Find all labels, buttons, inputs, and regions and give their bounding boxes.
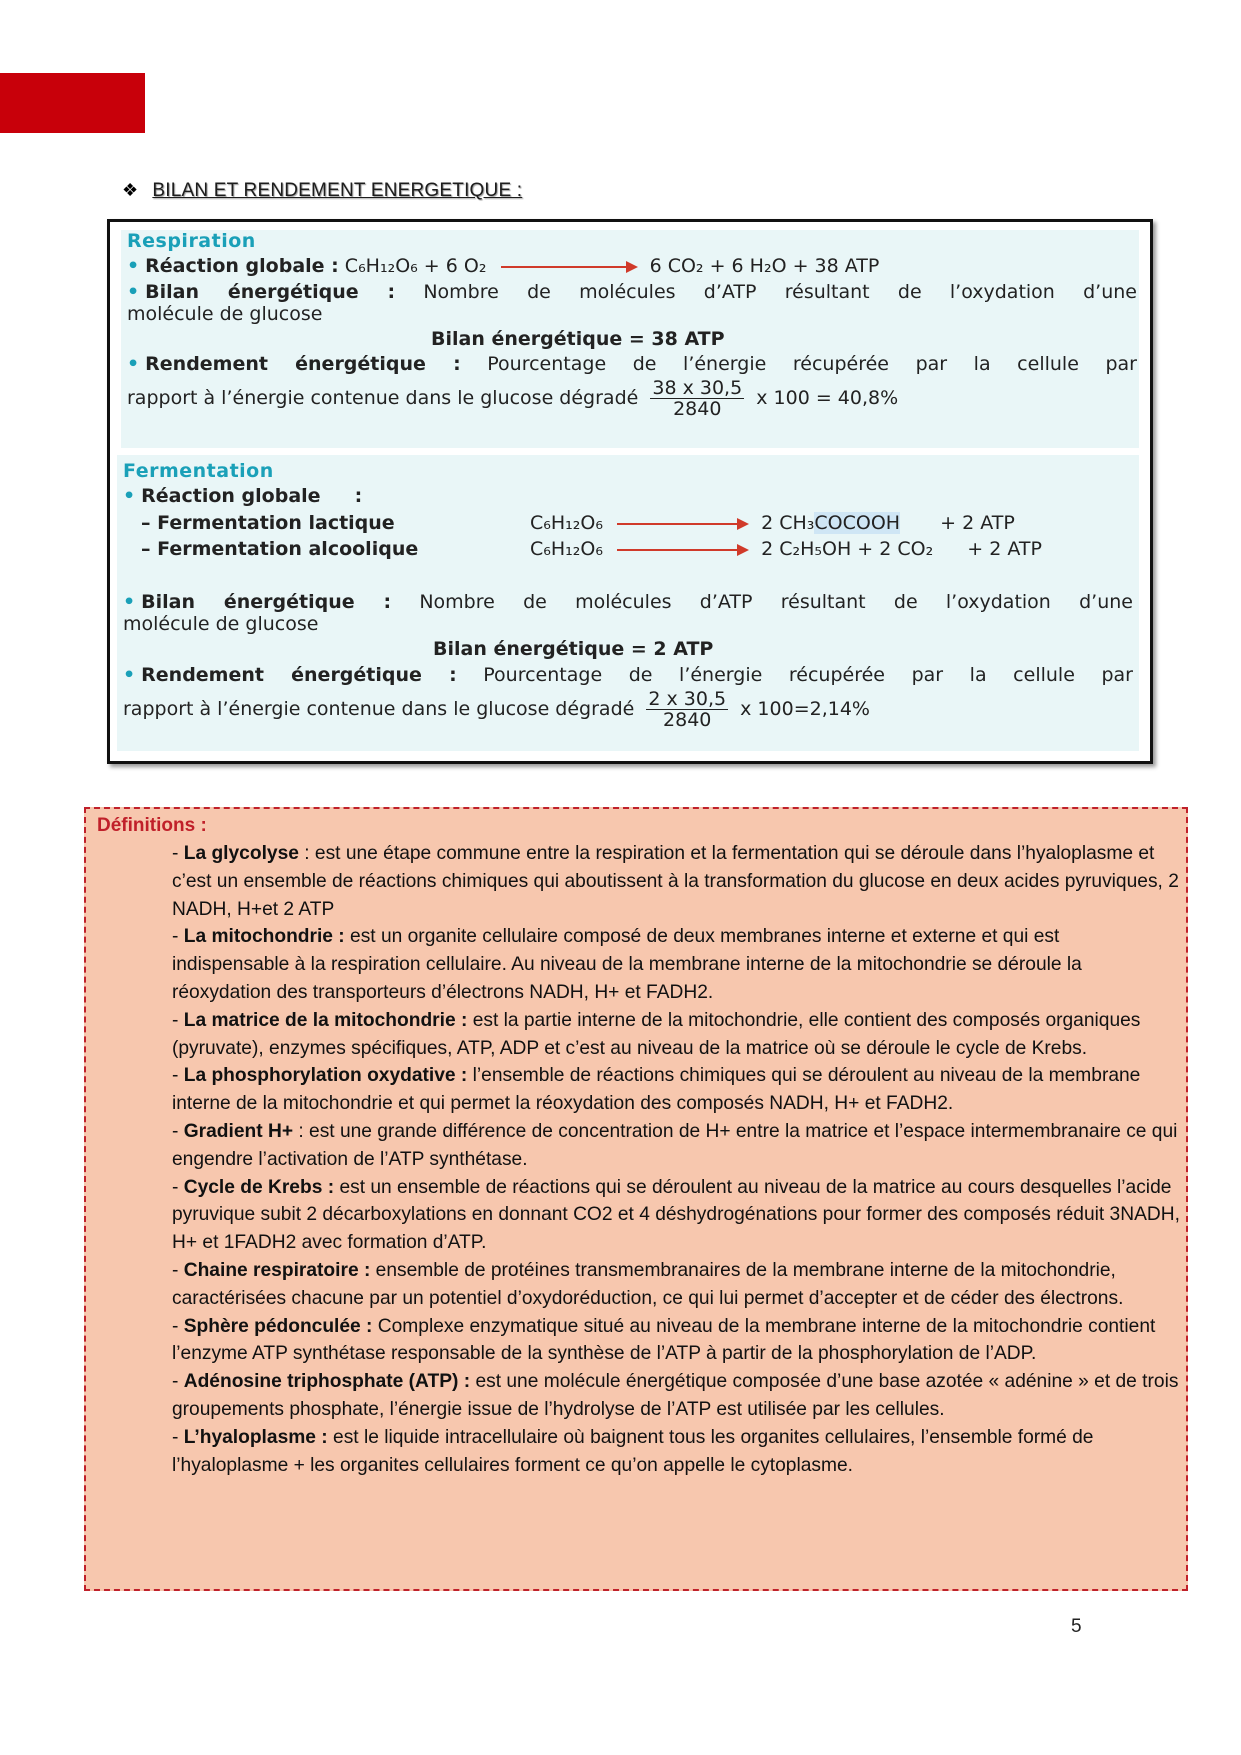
reaction-arrow-icon — [501, 266, 636, 268]
respiration-reaction — [127, 255, 879, 277]
page-number: 5 — [1071, 1616, 1082, 1637]
definitions-title: Définitions : — [97, 815, 207, 836]
rendement-result: x 100 = 40,8% — [756, 387, 899, 409]
respiration-bilan-def-2: molécule de glucose — [127, 303, 323, 325]
fermentation-heading: Fermentation — [123, 460, 274, 482]
definition-term: La phosphorylation oxydative : — [183, 1065, 468, 1087]
fraction-numerator: 38 x 30,5 — [652, 377, 743, 399]
bilan-label: Bilan énergétique : — [141, 591, 392, 613]
rendement-text-2: rapport à l’énergie contenue dans le glucose dégradé — [123, 698, 635, 720]
section-title — [122, 180, 522, 202]
fraction-denominator: 2840 — [673, 398, 722, 420]
fermentation-rendement-def — [123, 664, 1133, 686]
fermentation-bilan-result: Bilan énergétique = 2 ATP — [433, 638, 714, 660]
fermentation-bilan-def — [123, 591, 1133, 613]
reaction-arrow-icon — [617, 549, 747, 551]
definition-text: est un ensemble de réactions qui se déroulent au niveau de la matrice au cours desquelles l’acide pyruvique subit 2 décarboxylations en donnant CO2 et 4 déshydrogénations pour former des composés réduit 3NADH, H+ et 1FADH2 avec formation d’ATP. — [172, 1176, 1180, 1254]
definition-item: - Sphère pédonculée : Complexe enzymatique situé au niveau de la membrane interne de la mitochondrie contient l’enzyme ATP synthétase responsable de la synthèse de l’ATP à partir de la phosphorylation de l’ADP. — [172, 1315, 1156, 1365]
alcoolique-label: – Fermentation alcoolique — [141, 538, 419, 560]
definition-item: - L’hyaloplasme : est le liquide intracellulaire où baignent tous les organites cellulaires, l’ensemble formé de l’hyaloplasme + les organites cellulaires forment ce qu’on appelle le cytoplasme. — [172, 1426, 1094, 1476]
definition-item: - Chaine respiratoire : ensemble de protéines transmembranaires de la membrane interne de la mitochondrie, caractérisées chacune par un potentiel d’oxydoréduction, ce qui lui permet d’accepter et de céder des électrons. — [172, 1259, 1124, 1309]
rendement-text: Pourcentage de l’énergie récupérée par la cellule par — [483, 664, 1133, 686]
bullet-icon: • — [123, 591, 136, 613]
bilan-text: Nombre de molécules d’ATP résultant de l’oxydation d’une — [419, 591, 1133, 613]
definition-text: ensemble de protéines transmembranaires de la membrane interne de la mitochondrie, caractérisées chacune par un potentiel d’oxydoréduction, ce qui lui permet d’accepter et de céder des électrons. — [172, 1259, 1124, 1309]
definition-text: est une molécule énergétique composée d’une base azotée « adénine » et de trois groupements phosphate, l’énergie issue de l’hydrolyse de l’ATP est utilisée par les cellules. — [172, 1371, 1179, 1420]
reaction-arrow-icon — [617, 523, 747, 525]
reaction-products: 6 CO₂ + 6 H₂O + 38 ATP — [649, 255, 880, 277]
respiration-rendement-def — [127, 353, 1137, 375]
definition-item: - Cycle de Krebs : est un ensemble de réactions qui se déroulent au niveau de la matrice au cours desquelles l’acide pyruvique subit 2 décarboxylations en donnant CO2 et 4 déshydrogénations pour former des composés réduit 3NADH, H+ et 1FADH2 avec formation d’ATP. — [172, 1176, 1180, 1254]
alcoolique-reactant: C₆H₁₂O₆ — [530, 538, 603, 560]
definition-item: - La matrice de la mitochondrie : est la partie interne de la mitochondrie, elle contient des composés organiques (pyruvate), enzymes spécifiques, ATP, ADP et c’est au niveau de la matrice où se déroule le cycle de Krebs. — [172, 1009, 1141, 1059]
reaction-reactants: C₆H₁₂O₆ + 6 O₂ — [344, 255, 487, 277]
respiration-bilan-result: Bilan énergétique = 38 ATP — [431, 328, 725, 350]
definition-term: La glycolyse — [183, 843, 299, 864]
definition-text: est un organite cellulaire composé de deux membranes interne et externe et qui est indispensable à la respiration cellulaire. Au niveau de la membrane interne de la mitochondrie se déroule la réoxydation des transporteurs d’électrons NADH, H+ et FADH2. — [172, 926, 1082, 1003]
fraction-denominator: 2840 — [663, 709, 712, 731]
definition-item: - Gradient H+ : est une grande différence de concentration de H+ entre la matrice et l’espace intermembranaire ce qui engendre l’activation de l’ATP synthétase. — [172, 1120, 1178, 1170]
energy-balance-figure — [107, 219, 1153, 764]
definition-item: - La mitochondrie : est un organite cellulaire composé de deux membranes interne et externe et qui est indispensable à la respiration cellulaire. Au niveau de la membrane interne de la mitochondrie se déroule la réoxydation des transporteurs d’électrons NADH, H+ et FADH2. — [172, 926, 1082, 1003]
bullet-icon: • — [123, 664, 136, 686]
lactique-label: – Fermentation lactique — [141, 512, 395, 534]
alcoolique-reaction — [530, 538, 1042, 560]
respiration-bilan-def — [127, 281, 1137, 303]
definition-item: - La glycolyse : est une étape commune entre la respiration et la fermentation qui se déroule dans l’hyaloplasme et c’est un ensemble de réactions chimiques qui aboutissent à la transformation du glucose en deux acides pyruviques, 2 NADH, H+et 2 ATP — [172, 843, 1179, 920]
definition-text: est le liquide intracellulaire où baignent tous les organites cellulaires, l’ensemble formé de l’hyaloplasme + les organites cellulaires forment ce qu’on appelle le cytoplasme. — [172, 1426, 1094, 1476]
fraction-numerator: 2 x 30,5 — [648, 688, 727, 710]
lactique-atp: + 2 ATP — [940, 512, 1015, 534]
definition-text: : est une grande différence de concentration de H+ entre la matrice et l’espace intermembranaire ce qui engendre l’activation de l’ATP synthétase. — [172, 1120, 1178, 1170]
bullet-icon: • — [127, 353, 140, 375]
definition-term: La matrice de la mitochondrie : — [183, 1009, 468, 1031]
section-title-text: BILAN ET RENDEMENT ENERGETIQUE : — [152, 180, 523, 201]
definition-item: - La phosphorylation oxydative : l’ensemble de réactions chimiques qui se déroulent au niveau de la membrane interne de la mitochondrie et qui permet la réoxydation des composés NADH, H+ et FADH2. — [172, 1065, 1141, 1115]
definition-term: Adénosine triphosphate (ATP) : — [183, 1371, 471, 1393]
fermentation-panel — [117, 455, 1139, 751]
lactique-reactant: C₆H₁₂O₆ — [530, 512, 603, 534]
respiration-rendement-formula — [127, 378, 898, 419]
definition-term: L’hyaloplasme : — [183, 1426, 328, 1448]
definition-text: est la partie interne de la mitochondrie, elle contient des composés organiques (pyruvate), enzymes spécifiques, ATP, ADP et c’est au niveau de la matrice où se déroule le cycle de Krebs. — [172, 1009, 1141, 1059]
reaction-colon: : — [354, 485, 363, 507]
alcoolique-atp: + 2 ATP — [967, 538, 1042, 560]
definition-term: La mitochondrie : — [183, 926, 345, 948]
rendement-fraction — [646, 689, 728, 730]
definitions-list — [172, 840, 1180, 1479]
lactique-reaction — [530, 512, 1015, 534]
fermentation-rendement-formula — [123, 689, 870, 730]
definition-text: Complexe enzymatique situé au niveau de la membrane interne de la mitochondrie contient l’enzyme ATP synthétase responsable de la synthèse de l’ATP à partir de la phosphorylation de l’ADP. — [172, 1315, 1156, 1365]
fermentation-reaction-label — [123, 485, 362, 507]
bullet-icon: • — [123, 485, 136, 507]
lactique-product-a: 2 CH₃ — [761, 512, 815, 534]
definition-term: Gradient H+ — [183, 1120, 294, 1142]
respiration-heading: Respiration — [127, 230, 256, 252]
bullet-icon: • — [127, 281, 140, 303]
bilan-text: Nombre de molécules d’ATP résultant de l’oxydation d’une — [423, 281, 1137, 303]
definition-text: l’ensemble de réactions chimiques qui se déroulent au niveau de la membrane interne de la mitochondrie et qui permet la réoxydation des composés NADH, H+ et FADH2. — [172, 1065, 1141, 1115]
rendement-label: Rendement énergétique : — [141, 664, 457, 686]
definition-item: - Adénosine triphosphate (ATP) : est une molécule énergétique composée d’une base azotée « adénine » et de trois groupements phosphate, l’énergie issue de l’hydrolyse de l’ATP est utilisée par les cellules. — [172, 1371, 1179, 1420]
definition-term: Chaine respiratoire : — [183, 1259, 371, 1281]
lactique-product-b: COCOOH — [814, 512, 901, 534]
rendement-text: Pourcentage de l’énergie récupérée par la cellule par — [487, 353, 1137, 375]
red-header-tab — [0, 73, 145, 133]
rendement-label: Rendement énergétique : — [145, 353, 461, 375]
bilan-label: Bilan énergétique : — [145, 281, 396, 303]
reaction-label: Réaction globale : — [145, 255, 339, 277]
definition-text: : est une étape commune entre la respiration et la fermentation qui se déroule dans l’hyaloplasme et c’est un ensemble de réactions chimiques qui aboutissent à la transformation du glucose en deux acides pyruviques, 2 NADH, H+et 2 ATP — [172, 843, 1179, 920]
definition-term: Sphère pédonculée : — [183, 1315, 373, 1337]
definitions-box — [84, 807, 1188, 1591]
respiration-panel — [121, 230, 1139, 448]
definition-term: Cycle de Krebs : — [183, 1176, 335, 1198]
bullet-icon: • — [127, 255, 140, 277]
alcoolique-product: 2 C₂H₅OH + 2 CO₂ — [761, 538, 934, 560]
diamond-bullet-icon: ❖ — [122, 180, 139, 200]
reaction-label: Réaction globale — [141, 485, 321, 507]
rendement-result: x 100=2,14% — [740, 698, 870, 720]
rendement-fraction — [650, 378, 744, 419]
fermentation-bilan-def-2: molécule de glucose — [123, 613, 319, 635]
rendement-text-2: rapport à l’énergie contenue dans le glucose dégradé — [127, 387, 639, 409]
